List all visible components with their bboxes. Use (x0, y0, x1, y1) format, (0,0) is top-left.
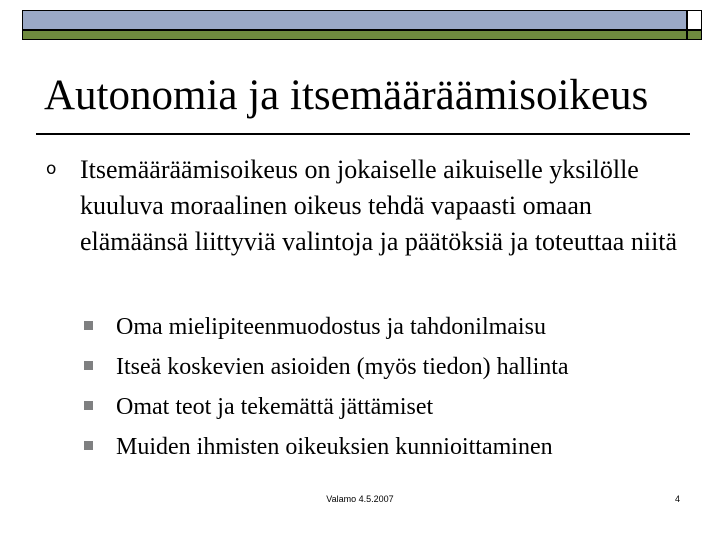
square-bullet-icon (84, 321, 93, 330)
sub-bullet-text: Muiden ihmisten oikeuksien kunnioittaminen (116, 434, 553, 460)
main-bullet-text: Itsemääräämisoikeus on jokaiselle aikuiselle yksilölle kuuluva moraalinen oikeus tehdä vapaasti omaan elämäänsä liittyviä valintoja ja päätöksiä ja toteuttaa niitä (80, 155, 678, 256)
sub-bullet-item (84, 391, 684, 431)
sub-bullet-item (84, 311, 684, 351)
sub-bullet-text: Omat teot ja tekemättä jättämiset (116, 394, 434, 420)
square-bullet-icon (84, 401, 93, 410)
square-bullet-icon (84, 441, 93, 450)
slide-title: Autonomia ja itsemääräämisoikeus (44, 72, 649, 119)
sub-bullet-text: Oma mielipiteenmuodostus ja tahdonilmaisu (116, 314, 546, 340)
header-square-bottom (687, 30, 702, 40)
footer-date: Valamo 4.5.2007 (326, 494, 394, 504)
header-square-top (687, 10, 702, 30)
title-divider (36, 133, 690, 135)
hollow-circle-bullet-icon: o (46, 159, 57, 179)
sub-bullet-list (84, 311, 684, 471)
square-bullet-icon (84, 361, 93, 370)
page-number: 4 (674, 494, 680, 504)
header-bar-top (22, 10, 687, 30)
header-bar-bottom (22, 30, 687, 40)
sub-bullet-text: Itseä koskevien asioiden (myös tiedon) hallinta (116, 354, 569, 380)
sub-bullet-item (84, 431, 684, 471)
sub-bullet-item (84, 351, 684, 391)
